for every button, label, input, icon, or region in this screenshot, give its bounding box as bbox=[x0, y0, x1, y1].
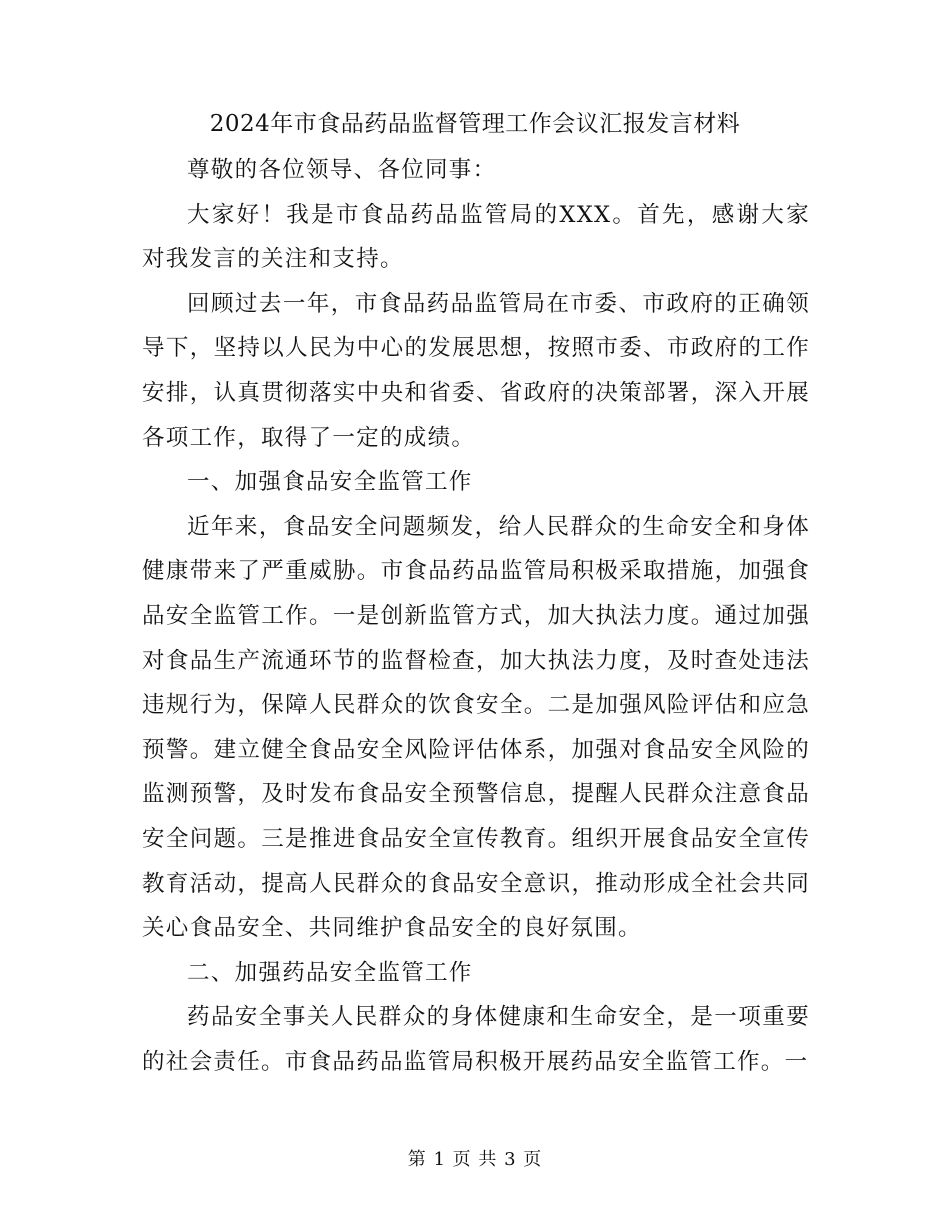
greeting-paragraph: 大家好！我是市食品药品监管局的XXX。首先，感谢大家对我发言的关注和支持。 bbox=[142, 201, 810, 273]
document-title: 2024年市食品药品监督管理工作会议汇报发言材料 bbox=[209, 111, 741, 137]
review-paragraph: 回顾过去一年，市食品药品监管局在市委、市政府的正确领导下，坚持以人民为中心的发展思想，按照市委、市政府的工作安排，认真贯彻落实中央和省委、省政府的决策部署，深入开展各项工作，取得了一定的成绩。 bbox=[142, 290, 810, 451]
section-heading-drug-safety: 二、加强药品安全监管工作 bbox=[187, 959, 473, 986]
document-body bbox=[142, 148, 810, 1084]
section-heading-food-safety: 一、加强食品安全监管工作 bbox=[187, 469, 473, 496]
drug-safety-paragraph: 药品安全事关人民群众的身体健康和生命安全，是一项重要的社会责任。市食品药品监管局积极开展药品安全监管工作。一 bbox=[142, 1004, 810, 1075]
salutation-paragraph: 尊敬的各位领导、各位同事： bbox=[187, 157, 497, 183]
food-safety-paragraph: 近年来，食品安全问题频发，给人民群众的生命安全和身体健康带来了严重威胁。市食品药品监管局积极采取措施，加强食品安全监管工作。一是创新监管方式，加大执法力度。通过加强对食品生产流通环节的监督检查，加大执法力度，及时查处违法违规行为，保障人民群众的饮食安全。二是加强风险评估和应急预警。建立健全食品安全风险评估体系，加强对食品安全风险的监测预警，及时发布食品安全预警信息，提醒人民群众注意食品安全问题。三是推进食品安全宣传教育。组织开展食品安全宣传教育活动，提高人民群众的食品安全意识，推动形成全社会共同关心食品安全、共同维护食品安全的良好氛围。 bbox=[142, 513, 810, 942]
page-number-footer: 第 1 页 共 3 页 bbox=[407, 1149, 543, 1170]
